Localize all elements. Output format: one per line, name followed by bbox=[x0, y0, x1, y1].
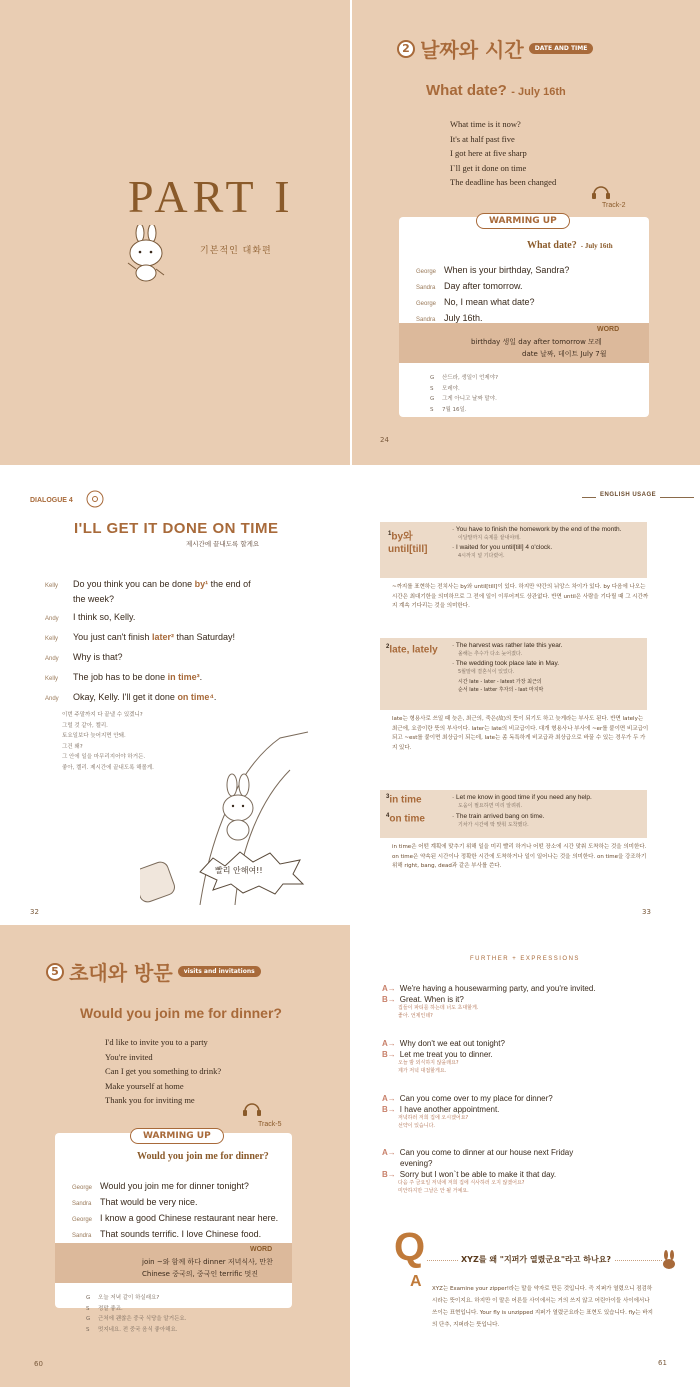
headphones-icon bbox=[241, 1097, 263, 1119]
usage-header: ENGLISH USAGE bbox=[596, 492, 660, 498]
usage-1-examples: · You have to finish the homework by the end of the month. 이달말까지 숙제를 끝내야돼. · I waited for you until[till] 4 o'clock. 4시까지 널 기다렸어. bbox=[452, 526, 622, 559]
word-label: WORD bbox=[250, 1246, 273, 1253]
q-letter: Q bbox=[394, 1225, 426, 1269]
expression: Make yourself at home bbox=[105, 1080, 184, 1091]
chapter-title bbox=[397, 34, 593, 63]
track-label[interactable]: Track-2 bbox=[602, 202, 626, 209]
usage-2-word: $^2$late, lately bbox=[386, 644, 438, 656]
expression-pair: A→ We're having a housewarming party, and you're invited. B→ Great. When is it? 집들이 파티를 하는데 너도 초대할게. 좋아. 언제인데? bbox=[382, 984, 596, 1019]
dialogue-line: Kelly You just can't finish later² than Saturday! bbox=[45, 632, 235, 642]
usage-3-word: $^3$in time bbox=[386, 794, 422, 806]
q-text: XYZ를 왜 "지퍼가 열렸군요"라고 하나요? bbox=[458, 1254, 614, 1265]
usage-2-note: late는 형용사로 쓰일 때 늦은, 최근의, 죽은(故)의 뜻이 되기도 하고 늦게라는 부사도 된다. 반면 lately는 최근에, 요즘이란 뜻의 부사이다. later는 late의 비교급이다. 대개 형용사나 부사에 ~er를 붙이면 비교급이 되고 ~est를 붙이면 최상급이 되는데, late는 좀 독특하게 비교급과 최상급으로 바꿀 수 있는 경우가 두 가지 있다. bbox=[392, 716, 649, 751]
usage-1-word: $^1$by와 until[till] bbox=[388, 531, 428, 556]
dialogue-title: I'LL GET IT DONE ON TIME bbox=[74, 520, 279, 537]
page-25 bbox=[352, 0, 700, 465]
chapter-title-kr: 날짜와 시간 bbox=[420, 38, 524, 62]
expression-pair: A→ Can you come to dinner at our house next Friday evening? B→ Sorry but I won`t be able to make it that day. 다음 주 금요일 저녁에 저희 집에 식사하러 오지 않겠어요? 미안하지만 그날은 안 될 거예요. bbox=[382, 1148, 574, 1194]
dialogue: George When is your birthday, Sandra? Sandra Day after tomorrow. George No, I mean what date? Sandra July 16th. bbox=[416, 265, 570, 323]
box-title: What date? - July 16th bbox=[527, 240, 613, 251]
expression: I got here at five sharp bbox=[450, 148, 527, 158]
usage-3-4-examples: · Let me know in good time if you need any help. 도움이 필요하면 미리 알려줘. · The train arrived bang on time. 기차가 시간에 딱 맞춰 도착했다. bbox=[452, 794, 592, 828]
expression: The deadline has been changed bbox=[450, 177, 557, 187]
korean-translation: G 산드라, 생일이 언제야? S 모레야. G 그게 아니고 날짜 말야. S 7월 16일. bbox=[430, 375, 498, 413]
key-expressions bbox=[105, 1035, 221, 1108]
dialogue-title-kr: 제시간에 끝내도록 할게요 bbox=[186, 540, 260, 548]
a-letter: A bbox=[410, 1273, 422, 1290]
word-row: date 날짜, 데이트 July 7월 bbox=[522, 350, 607, 358]
dialogue-line: Andy Okay, Kelly. I'll get it done on time⁴. bbox=[45, 692, 217, 702]
expression: Thank you for inviting me bbox=[105, 1095, 195, 1105]
lesson-heading: What date? - July 16th bbox=[426, 82, 566, 99]
page-divider bbox=[0, 920, 700, 925]
page-33 bbox=[352, 470, 700, 920]
page-number: 60 bbox=[34, 1360, 43, 1368]
expression: It's at half past five bbox=[450, 133, 515, 144]
rabbit-illustration bbox=[122, 225, 170, 283]
dialogue-line: Kelly The job has to be done in time³. bbox=[45, 672, 203, 682]
usage-2-examples: · The harvest was rather late this year. 올해는 추수가 다소 늦어졌다. · The wedding took place late in May. 5월말에 결혼식이 있었다. 시간 late - later - latest 가장 최근의 순서 late - latter 후자의 - last 마지막 bbox=[452, 642, 563, 693]
part-subtitle: 기본적인 대화편 bbox=[200, 246, 272, 256]
page-number: 33 bbox=[642, 908, 651, 916]
speech-bubble: 빨리 안해여!! bbox=[195, 850, 305, 895]
usage-1-note: ~까지를 표현하는 전치사는 by와 until[till]이 있다. 하지만 약간의 뉘앙스 차이가 있다. by 다음에 나오는 시간은 최대기한을 의미하므로 그 전에 일이 이루어져도 상관없다. 반면 until은 사람을 기다릴 때 그 시간까지 계속 기다리는 것을 의미한다. bbox=[392, 584, 649, 610]
word-row: Chinese 중국의, 중국인 terrific 멋진 bbox=[142, 1270, 259, 1278]
box-title: Would you join me for dinner? bbox=[137, 1151, 269, 1162]
page-number: 24 bbox=[380, 436, 389, 444]
dialogue-label: DIALOGUE 4 bbox=[30, 497, 73, 504]
further-header: FURTHER + EXPRESSIONS bbox=[470, 956, 580, 962]
expression-pair: A→ Can you come over to my place for dinner? B→ I have another appointment. 저녁하러 저희 집에 오시겠어요? 선약이 있습니다. bbox=[382, 1094, 553, 1129]
word-label: WORD bbox=[597, 326, 620, 333]
page-24 bbox=[0, 0, 350, 465]
expression-pair: A→ Why don't we eat out tonight? B→ Let me treat you to dinner. 오늘 밤 외식하지 않을래요? 제가 저녁 대접할게요. bbox=[382, 1039, 505, 1074]
chapter-title-kr: 초대와 방문 bbox=[69, 961, 173, 985]
track-label[interactable]: Track-5 bbox=[258, 1121, 282, 1128]
usage-3-4-note: in time은 어떤 계획에 맞추기 위해 일을 미리 빨리 하거나 어떤 장소에 시간 맞춰 도착하는 것을 의미한다. on time은 약속된 시간이나 정확한 시간에 도착하거나 일이 일어나는 것을 의미한다. on time을 강조하기 위해 right, bang, dead과 같은 부사를 쓴다. bbox=[392, 844, 647, 870]
page-number: 61 bbox=[658, 1359, 667, 1367]
a-text: XYZ는 Examine your zipper!라는 말을 약자로 만든 것입니다. 즉 지퍼가 열렸으니 점검하시라는 뜻이지요. 하지만 이 말은 어른들 사이에서는 거의 쓰지 않고 어린아이들 사이에서나 쓰이는 표현입니다. Your fly is unzipped 지퍼가 열렸군요라는 표현도 있습니다. fly는 바지의 단추, 지퍼라는 뜻입니다. bbox=[432, 1286, 653, 1328]
chapter-tag: DATE AND TIME bbox=[529, 43, 594, 54]
chapter-number: 5 bbox=[46, 963, 64, 981]
lesson-heading: Would you join me for dinner? bbox=[80, 1005, 282, 1021]
chapter-number: 2 bbox=[397, 40, 415, 58]
rabbit-icon bbox=[662, 1250, 676, 1270]
word-row: join ~와 함께 하다 dinner 저녁식사, 만찬 bbox=[142, 1258, 273, 1266]
page-32 bbox=[0, 470, 350, 920]
page-number: 32 bbox=[30, 908, 39, 916]
key-expressions bbox=[450, 117, 556, 190]
cd-icon bbox=[86, 490, 104, 508]
page-61 bbox=[352, 925, 700, 1387]
korean-translation: G 오늘 저녁 같이 하실래요? S 정말 좋죠. G 근처에 괜찮은 중국 식당을 알거든요. S 멋지네요. 전 중국 음식 좋아해요. bbox=[86, 1295, 187, 1333]
dialogue bbox=[45, 578, 251, 711]
page-60 bbox=[0, 925, 350, 1387]
dialogue-line: Andy Why is that? bbox=[45, 652, 123, 662]
dialogue: George Would you join me for dinner tonight? Sandra That would be very nice. George I know a good Chinese restaurant near here. Sandra That sounds terrific. I love Chinese food. bbox=[72, 1181, 279, 1239]
headphones-icon bbox=[590, 180, 612, 202]
word-row: birthday 생일 day after tomorrow 모레 bbox=[471, 338, 602, 346]
expression: I`ll get it done on time bbox=[450, 162, 527, 173]
warming-up-badge: WARMING UP bbox=[130, 1123, 224, 1144]
warming-up-badge: WARMING UP bbox=[476, 208, 570, 229]
chapter-title bbox=[46, 957, 261, 986]
expression: You're invited bbox=[105, 1051, 153, 1062]
expression: Can I get you something to drink? bbox=[105, 1066, 222, 1076]
chapter-tag: visits and invitations bbox=[178, 966, 261, 977]
dialogue-line: Kelly Do you think you can be done by¹ the end of the week? bbox=[45, 579, 251, 604]
usage-4-word: $^4$on time bbox=[386, 813, 425, 825]
expression: I'd like to invite you to a party bbox=[105, 1037, 208, 1047]
dialogue-line: Andy I think so, Kelly. bbox=[45, 612, 136, 622]
page-divider bbox=[0, 465, 700, 470]
expression: What time is it now? bbox=[450, 119, 521, 129]
korean-translation: 이번 주말까지 다 끝낼 수 있겠니? 그럴 것 같아, 켈리. 토요일보다 늦어지면 안돼. 그건 왜? 그 안에 일을 마무리지어야 하거든. 좋아, 켈리. 제시간에 끝내도록 해볼게. bbox=[62, 712, 154, 771]
part-title: PART I bbox=[128, 171, 295, 222]
